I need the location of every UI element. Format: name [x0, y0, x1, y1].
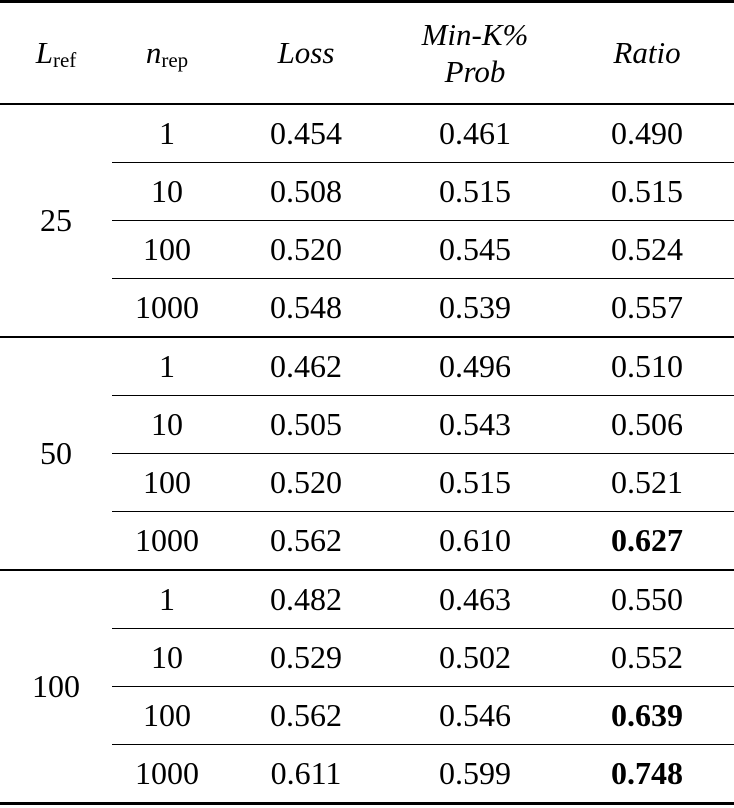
mink-prob-cell: 0.543	[390, 395, 560, 453]
lref-group-cell: 50	[0, 337, 112, 570]
ratio-cell: 0.552	[560, 628, 734, 686]
table-header	[0, 2, 734, 104]
nrep-cell: 1	[112, 337, 222, 396]
header-nrep: nrep	[112, 2, 222, 104]
loss-cell: 0.562	[222, 686, 390, 744]
ratio-cell: 0.639	[560, 686, 734, 744]
mink-prob-cell: 0.515	[390, 162, 560, 220]
ratio-cell: 0.627	[560, 511, 734, 570]
nrep-cell: 1	[159, 114, 175, 151]
header-row	[0, 2, 734, 104]
loss-cell: 0.508	[222, 162, 390, 220]
ratio-cell: 0.550	[560, 570, 734, 629]
mink-prob-cell: 0.515	[390, 453, 560, 511]
loss-cell: 0.562	[222, 511, 390, 570]
mink-prob-cell: 0.463	[390, 570, 560, 629]
mink-prob-cell: 0.545	[390, 220, 560, 278]
header-ratio: Ratio	[560, 2, 734, 104]
loss-cell: 0.520	[222, 220, 390, 278]
table-body	[0, 104, 734, 804]
mink-prob-cell: 0.610	[390, 511, 560, 570]
ratio-cell: 0.490	[611, 114, 683, 151]
nrep-cell: 10	[112, 628, 222, 686]
table-row	[0, 337, 734, 396]
ratio-cell: 0.515	[560, 162, 734, 220]
mink-prob-cell: 0.461	[439, 114, 511, 151]
loss-cell: 0.529	[222, 628, 390, 686]
mink-prob-cell: 0.496	[390, 337, 560, 396]
header-lref: Lref	[0, 2, 112, 104]
nrep-cell: 100	[112, 220, 222, 278]
table-row	[0, 570, 734, 629]
mink-prob-cell: 0.539	[390, 278, 560, 337]
loss-cell: 0.505	[222, 395, 390, 453]
ratio-cell: 0.521	[560, 453, 734, 511]
nrep-cell: 1000	[112, 511, 222, 570]
loss-cell: 0.454	[270, 114, 342, 151]
loss-cell: 0.611	[222, 744, 390, 803]
lref-group-cell: 100	[0, 570, 112, 804]
nrep-cell: 1	[112, 570, 222, 629]
loss-cell: 0.520	[222, 453, 390, 511]
nrep-cell: 1000	[112, 278, 222, 337]
ratio-cell: 0.557	[560, 278, 734, 337]
ratio-cell: 0.506	[560, 395, 734, 453]
mink-prob-cell: 0.546	[390, 686, 560, 744]
header-loss: Loss	[222, 2, 390, 104]
table-row	[0, 104, 734, 163]
nrep-cell: 1000	[112, 744, 222, 803]
ratio-cell: 0.510	[560, 337, 734, 396]
ratio-cell: 0.524	[560, 220, 734, 278]
ratio-cell: 0.748	[560, 744, 734, 803]
loss-cell: 0.462	[222, 337, 390, 396]
loss-cell: 0.482	[222, 570, 390, 629]
nrep-cell: 100	[112, 686, 222, 744]
nrep-cell: 100	[112, 453, 222, 511]
mink-prob-cell: 0.502	[390, 628, 560, 686]
loss-cell: 0.548	[222, 278, 390, 337]
header-mink-prob: Min-K% Prob	[390, 2, 560, 104]
nrep-cell: 10	[112, 162, 222, 220]
mink-prob-cell: 0.599	[390, 744, 560, 803]
lref-group-cell: 25	[40, 201, 72, 238]
nrep-cell: 10	[112, 395, 222, 453]
